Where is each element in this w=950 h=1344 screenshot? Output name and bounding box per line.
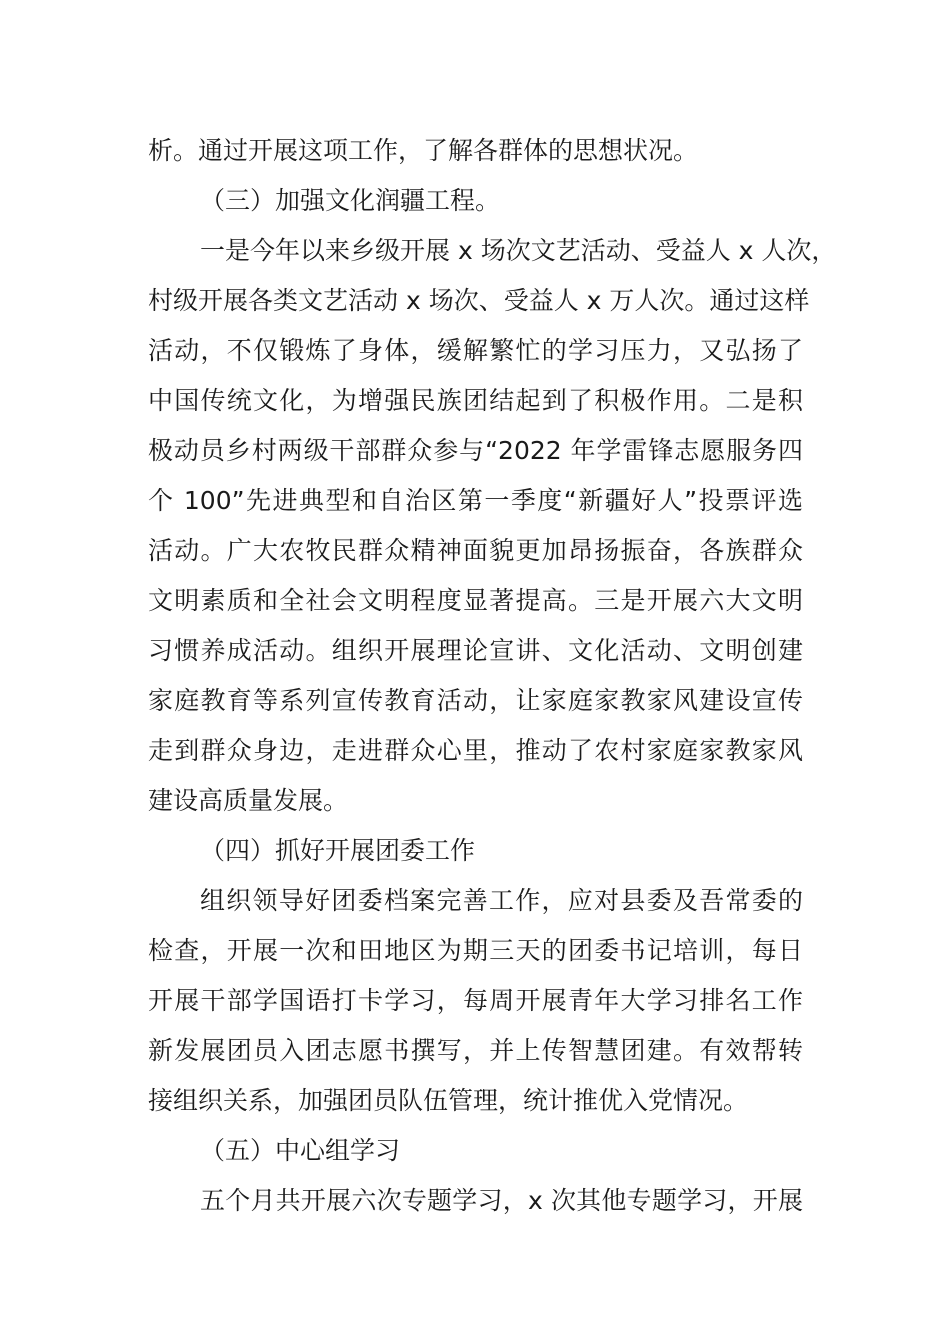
paragraph-line: 文明素质和全社会文明程度显著提高。三是开展六大文明 bbox=[148, 586, 803, 615]
paragraph-line: 活动。广大农牧民群众精神面貌更加昂扬振奋，各族群众 bbox=[148, 536, 803, 565]
section-heading: （四）抓好开展团委工作 bbox=[200, 836, 476, 865]
paragraph-line: 习惯养成活动。组织开展理论宣讲、文化活动、文明创建 bbox=[148, 636, 803, 665]
paragraph-line: 新发展团员入团志愿书撰写，并上传智慧团建。有效帮转 bbox=[148, 1036, 803, 1065]
section-heading: （五）中心组学习 bbox=[200, 1136, 401, 1165]
paragraph-line: 组织领导好团委档案完善工作，应对县委及吾常委的 bbox=[200, 886, 803, 915]
paragraph-line: 村级开展各类文艺活动 x 场次、受益人 x 万人次。通过这样 bbox=[148, 286, 810, 315]
paragraph-line: 五个月共开展六次专题学习，x 次其他专题学习，开展 bbox=[200, 1186, 803, 1215]
paragraph-line: 极动员乡村两级干部群众参与“2022 年学雷锋志愿服务四 bbox=[148, 436, 803, 465]
section-heading: （三）加强文化润疆工程。 bbox=[200, 186, 501, 215]
paragraph-line: 检查，开展一次和田地区为期三天的团委书记培训，每日 bbox=[148, 936, 803, 965]
paragraph-line: 中国传统文化，为增强民族团结起到了积极作用。二是积 bbox=[148, 386, 803, 415]
paragraph-line: 走到群众身边，走进群众心里，推动了农村家庭家教家风 bbox=[148, 736, 803, 765]
paragraph-line: 析。通过开展这项工作，了解各群体的思想状况。 bbox=[148, 136, 699, 165]
paragraph-line: 开展干部学国语打卡学习，每周开展青年大学习排名工作 bbox=[148, 986, 803, 1015]
paragraph-line: 个 100”先进典型和自治区第一季度“新疆好人”投票评选 bbox=[148, 486, 803, 515]
paragraph-line: 家庭教育等系列宣传教育活动，让家庭家教家风建设宣传 bbox=[148, 686, 803, 715]
paragraph-line: 接组织关系，加强团员队伍管理，统计推优入党情况。 bbox=[148, 1086, 749, 1115]
paragraph-line: 活动，不仅锻炼了身体，缓解繁忙的学习压力，又弘扬了 bbox=[148, 336, 803, 365]
paragraph-line: 一是今年以来乡级开展 x 场次文艺活动、受益人 x 人次， bbox=[200, 236, 837, 265]
paragraph-line: 建设高质量发展。 bbox=[148, 786, 349, 815]
